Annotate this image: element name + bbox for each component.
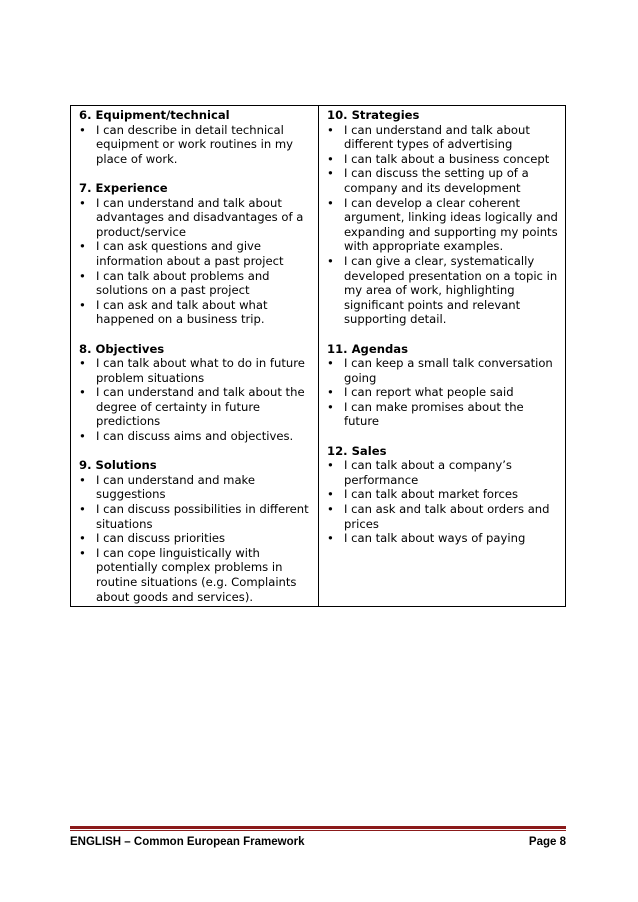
section-title: 12. Sales <box>327 443 387 458</box>
footer-rule-thin <box>70 830 566 831</box>
section-title: 11. Agendas <box>327 341 408 356</box>
list-item: • I can understand and talk about different types of advertising <box>327 123 559 152</box>
section-experience <box>79 181 312 327</box>
list-item: • I can talk about what to do in future problem situations <box>79 356 312 385</box>
page-number: Page 8 <box>528 836 566 848</box>
bullet-list <box>79 473 312 604</box>
section-title: 9. Solutions <box>79 458 157 473</box>
footer-title: ENGLISH – Common European Framework <box>70 836 305 848</box>
list-item: • I can understand and make suggestions <box>79 473 312 502</box>
bullet-list <box>327 123 559 327</box>
table-column-left <box>71 106 319 606</box>
section-sales <box>327 444 559 546</box>
list-item: • I can talk about problems and solutions on a past project <box>79 269 312 298</box>
list-item: • I can ask and talk about orders and prices <box>327 502 559 531</box>
section-title: 7. Experience <box>79 180 168 195</box>
list-item: • I can make promises about the future <box>327 400 559 429</box>
list-item: • I can describe in detail technical equipment or work routines in my place of work. <box>79 123 312 167</box>
section-title: 10. Strategies <box>327 108 420 122</box>
section-title: 8. Objectives <box>79 341 165 356</box>
bullet-list <box>327 356 559 429</box>
list-item: • I can understand and talk about advantages and disadvantages of a product/service <box>79 196 312 240</box>
table-column-right <box>319 106 565 606</box>
list-item: • I can ask questions and give information about a past project <box>79 239 312 268</box>
section-title: 6. Equipment/technical <box>79 108 230 122</box>
section-objectives <box>79 342 312 444</box>
list-item: • I can discuss priorities <box>79 531 312 546</box>
bullet-list <box>79 196 312 327</box>
list-item: • I can discuss the setting up of a company and its development <box>327 166 559 195</box>
list-item: • I can ask and talk about what happened on a business trip. <box>79 298 312 327</box>
section-agendas <box>327 342 559 430</box>
list-item: • I can develop a clear coherent argument, linking ideas logically and expanding and supporting my points with appropriate examples. <box>327 196 559 254</box>
section-strategies <box>327 108 559 327</box>
page-footer <box>70 836 566 848</box>
list-item: • I can report what people said <box>327 385 559 400</box>
list-item: • I can give a clear, systematically developed presentation on a topic in my area of work, highlighting significant points and relevant supporting detail. <box>327 254 559 327</box>
list-item: • I can cope linguistically with potentially complex problems in routine situations (e.g. Complaints about goods and services). <box>79 546 312 604</box>
list-item: • I can talk about ways of paying <box>327 531 559 546</box>
list-item: • I can discuss possibilities in different situations <box>79 502 312 531</box>
can-do-table <box>70 105 566 607</box>
list-item: • I can talk about a business concept <box>327 152 559 167</box>
list-item: • I can understand and talk about the degree of certainty in future predictions <box>79 385 312 429</box>
section-solutions <box>79 458 312 604</box>
list-item: • I can discuss aims and objectives. <box>79 429 312 444</box>
list-item: • I can talk about market forces <box>327 487 559 502</box>
footer-rule-thick <box>70 826 566 829</box>
bullet-list <box>79 356 312 444</box>
bullet-list <box>79 123 312 167</box>
section-equipment-technical <box>79 108 312 166</box>
list-item: • I can talk about a company’s performance <box>327 458 559 487</box>
footer-rule <box>70 826 566 831</box>
list-item: • I can keep a small talk conversation going <box>327 356 559 385</box>
bullet-list <box>327 458 559 546</box>
